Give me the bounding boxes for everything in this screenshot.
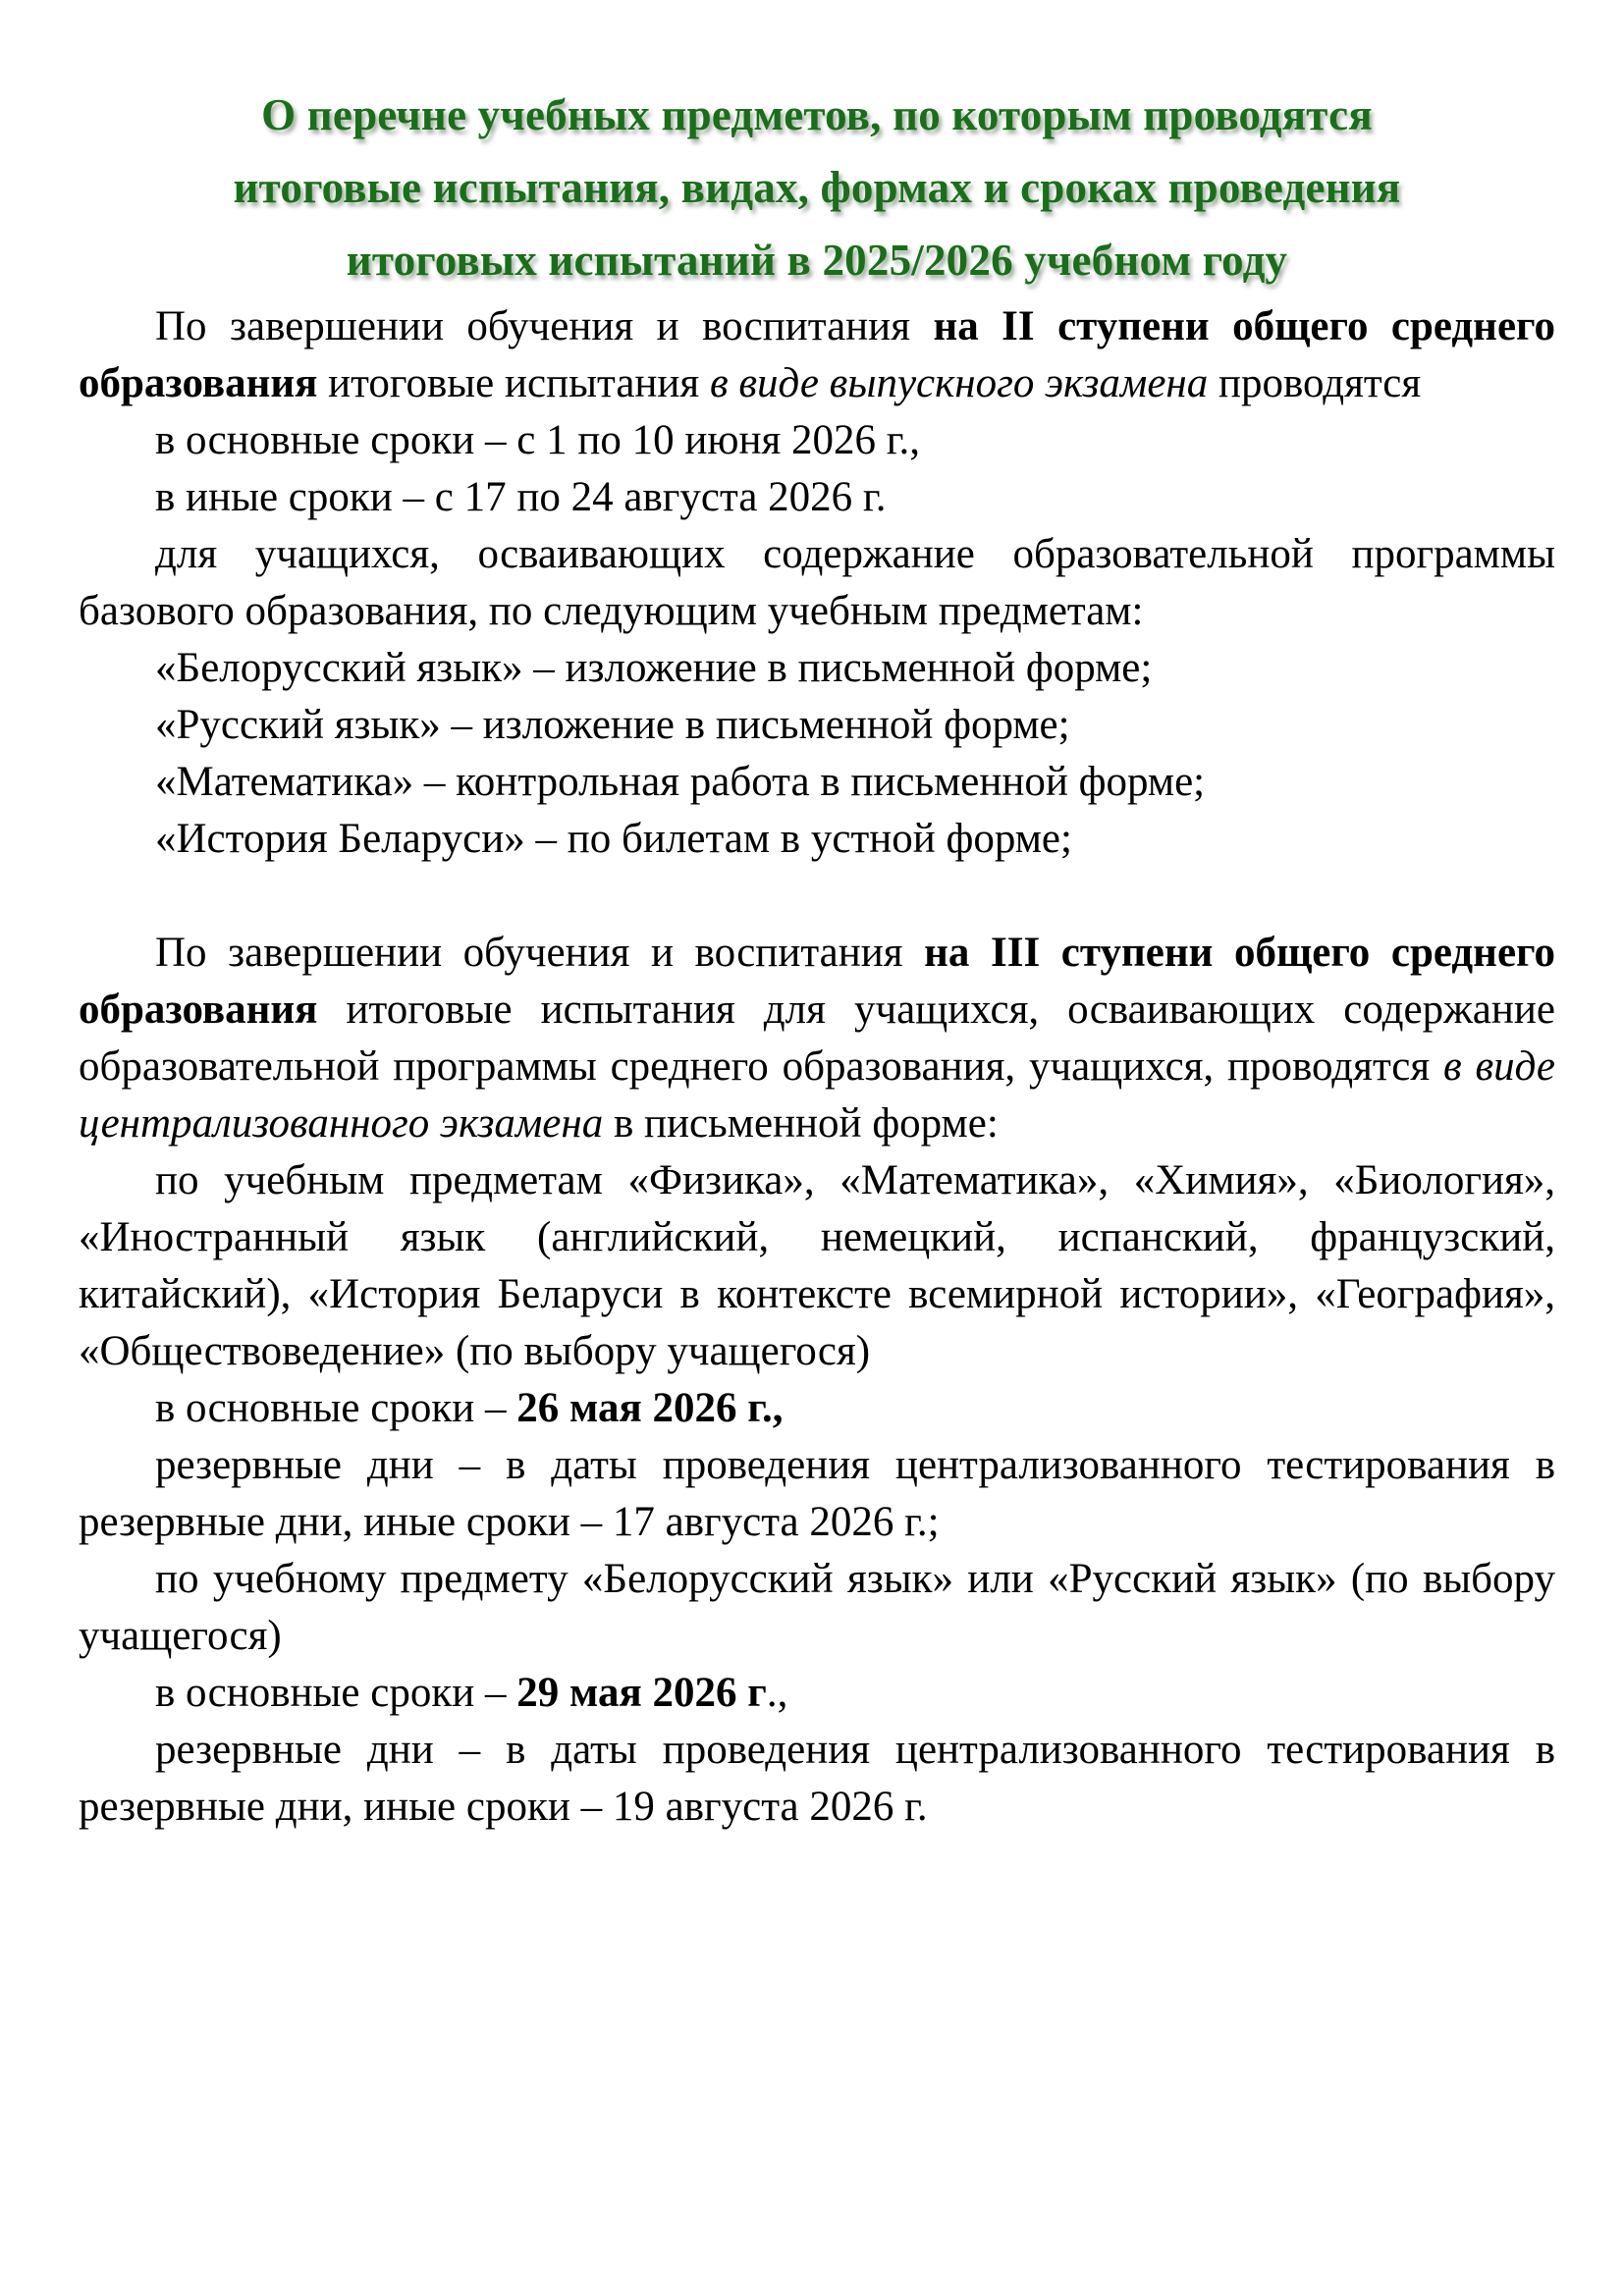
group1-main-date: 26 мая 2026 г.,	[516, 1385, 784, 1431]
document-page	[79, 79, 1555, 1836]
document-title	[79, 79, 1555, 296]
subject-item: «Математика» – контрольная работа в письменной форме;	[155, 759, 1206, 805]
group1-reserve: резервные дни – в даты проведения централизованного тестирования в резервные дни, иные сроки – 17 августа 2026 г.;	[79, 1442, 1555, 1545]
spacer	[79, 868, 1555, 925]
group2-reserve: резервные дни – в даты проведения централизованного тестирования в резервные дни, иные сроки – 19 августа 2026 г.	[79, 1727, 1555, 1830]
group2-subjects: по учебному предмету «Белорусский язык» или «Русский язык» (по выбору учащегося)	[79, 1556, 1555, 1659]
italic-exam-type: в виде выпускного экзамена	[709, 360, 1209, 406]
text: По завершении обучения и воспитания	[155, 303, 934, 349]
subject-item: «История Беларуси» – по билетам в устной форме;	[155, 816, 1072, 862]
subject-item: «Белорусский язык» – изложение в письменной форме;	[155, 645, 1153, 691]
text: итоговые испытания для учащихся, осваивающих содержание образовательной программы среднего образования, учащихся, проводятся	[79, 987, 1555, 1090]
title-line-3: итоговых испытаний в 2025/2026 учебном году	[346, 236, 1288, 285]
section-ii-other-term: в иные сроки – с 17 по 24 августа 2026 г.	[155, 474, 887, 520]
bold-level-iii: на III ступени общего среднего образования	[79, 930, 1555, 1033]
text: в основные сроки –	[155, 1670, 517, 1716]
text: По завершении обучения и воспитания	[155, 930, 925, 976]
text: в письменной форме:	[603, 1100, 999, 1147]
text: .,	[766, 1670, 788, 1716]
subject-item: «Русский язык» – изложение в письменной форме;	[155, 702, 1070, 748]
section-ii-intro	[79, 298, 1555, 412]
document-body	[79, 298, 1555, 1836]
group1-main-term	[79, 1380, 1555, 1437]
text: в основные сроки –	[155, 1385, 517, 1431]
section-ii-for-students: для учащихся, осваивающих содержание образовательной программы базового образования, по следующим учебным предметам:	[79, 531, 1555, 634]
italic-exam-type: в виде централизованного экзамена	[79, 1043, 1555, 1147]
bold-level-ii: на II ступени общего среднего образования	[79, 303, 1555, 406]
title-line-1: О перечне учебных предметов, по которым проводятся	[261, 90, 1373, 139]
text: проводятся	[1208, 360, 1422, 406]
group2-main-term	[79, 1665, 1555, 1722]
group2-main-date: 29 мая 2026 г	[516, 1670, 767, 1716]
group1-subjects: по учебным предметам «Физика», «Математика», «Химия», «Биология», «Иностранный язык (английский, немецкий, испанский, французский, китайский), «История Беларуси в контексте всемирной истории», «География», «Обществоведение» (по выбору учащегося)	[79, 1157, 1555, 1374]
title-line-2: итоговые испытания, видах, формах и сроках проведения	[233, 163, 1401, 212]
section-iii-intro	[79, 925, 1555, 1152]
section-ii-main-term: в основные сроки – с 1 по 10 июня 2026 г.,	[155, 417, 921, 463]
text: итоговые испытания	[317, 360, 710, 406]
